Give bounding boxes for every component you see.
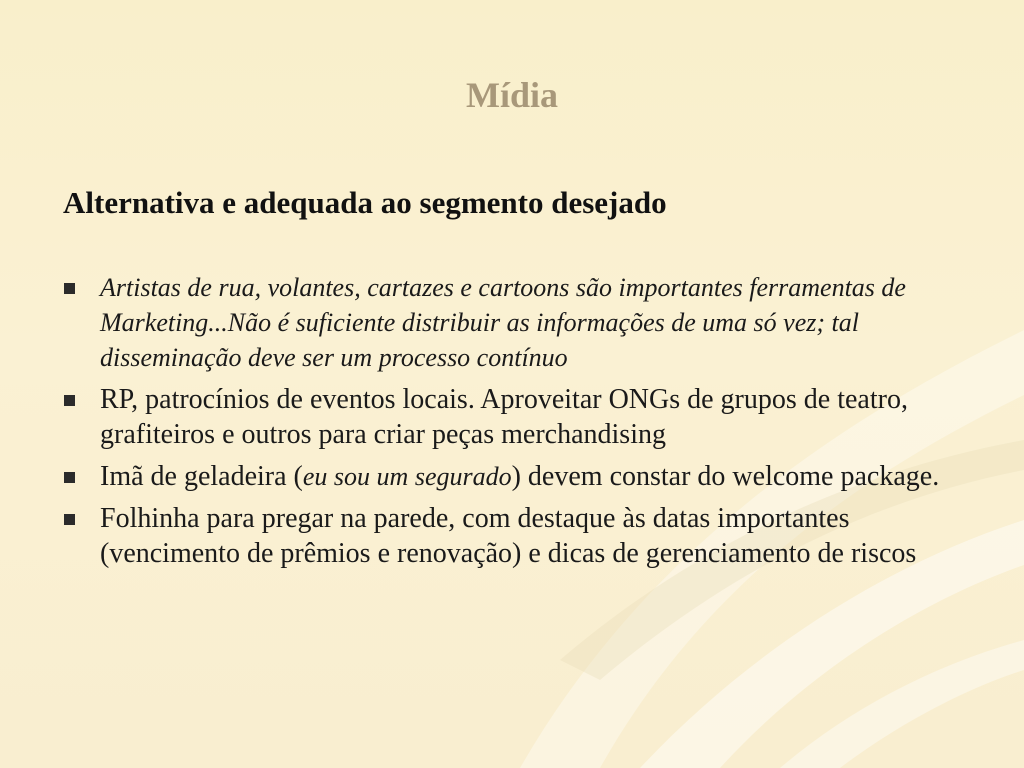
bullet-text: Artistas de rua, volantes, cartazes e cartoons são importantes ferramentas de Marketing...Não é suficiente distribuir as informações de uma só vez; tal disseminação deve ser um processo contínuo — [100, 273, 906, 372]
bullet-text: Folhinha para pregar na parede, com destaque às datas importantes (vencimento de prêmios e renovação) e dicas de gerenciamento de riscos — [100, 503, 917, 569]
bullet-item — [60, 270, 970, 375]
bullet-item — [60, 459, 970, 494]
bullet-item — [60, 501, 970, 571]
square-bullet-icon — [64, 283, 75, 294]
bullet-item — [60, 382, 970, 452]
slide-subtitle: Alternativa e adequada ao segmento desejado — [63, 185, 667, 220]
slide-title: Mídia — [465, 75, 558, 115]
bullet-text-after: ) devem constar do welcome package. — [511, 461, 940, 492]
bullet-text-before: Imã de geladeira ( — [100, 461, 303, 492]
square-bullet-icon — [64, 514, 75, 525]
bullet-text-italic: eu sou um segurado — [302, 462, 512, 491]
square-bullet-icon — [64, 472, 75, 483]
square-bullet-icon — [64, 395, 75, 406]
bullet-text: RP, patrocínios de eventos locais. Aproveitar ONGs de grupos de teatro, grafiteiros e outros para criar peças merchandising — [100, 384, 908, 450]
bullet-list — [60, 270, 970, 578]
